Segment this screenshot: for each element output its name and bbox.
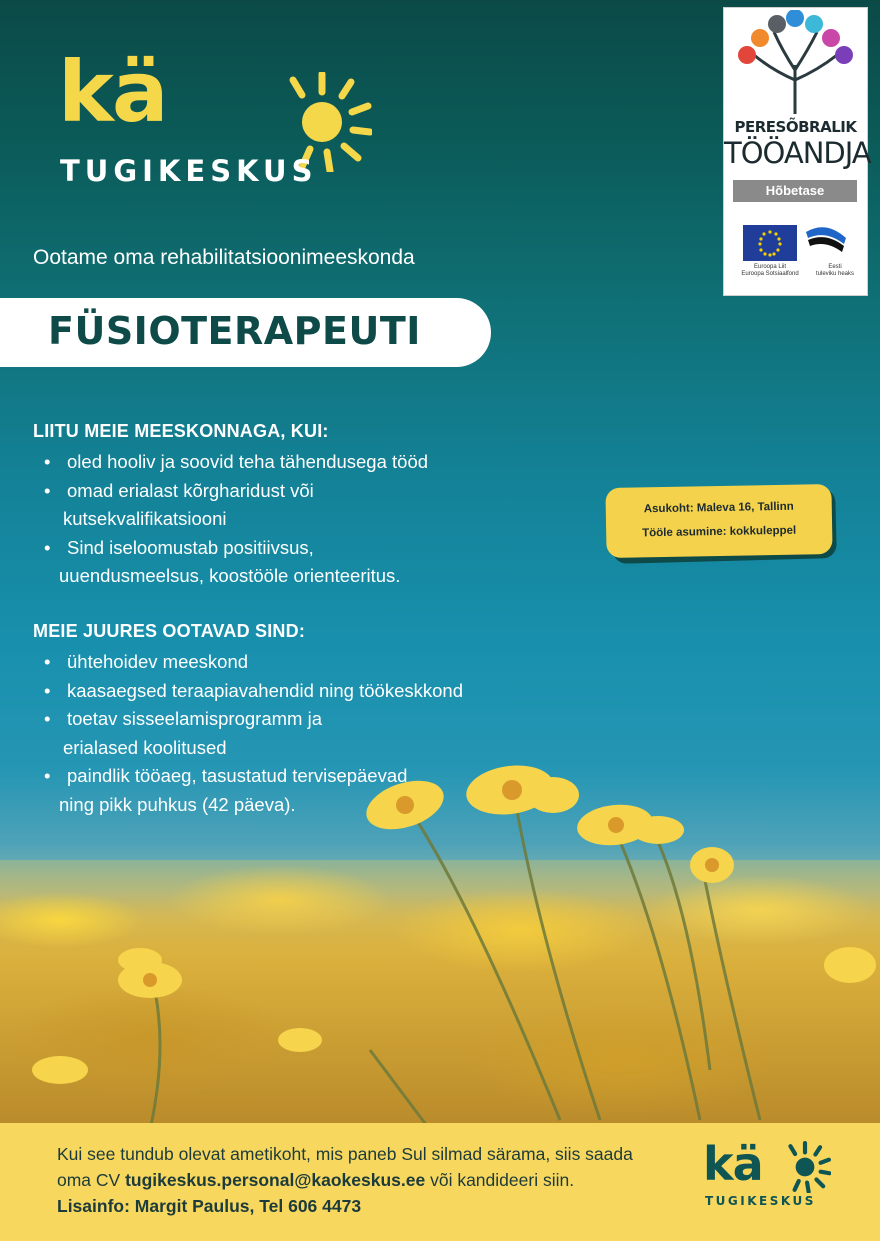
requirements-heading: LIITU MEIE MEESKONNAGA, KUI: bbox=[33, 421, 329, 441]
benefits-list bbox=[33, 648, 463, 819]
kao-tugikeskus-logo bbox=[58, 36, 348, 196]
requirements-list bbox=[33, 448, 428, 591]
list-item: • oled hooliv ja soovid teha tähendusega tööd bbox=[33, 448, 428, 477]
estonia-mark-icon bbox=[804, 222, 848, 262]
list-item: • Sind iseloomustab positiivsus, uuendusmeelsus, koostööle orienteeritus. bbox=[33, 534, 428, 591]
page-title: FÜSIOTERAPEUTI bbox=[48, 309, 421, 353]
list-item: • toetav sisseelamisprogramm ja erialased koolitused bbox=[33, 705, 463, 762]
footer-logo-subtitle: TUGIKESKUS bbox=[705, 1194, 816, 1208]
footer-text: Kui see tundub olevat ametikoht, mis paneb Sul silmad särama, siis saada oma CV tugikeskus.personal@kaokeskus.ee või kandideeri siin. Lisainfo: Margit Paulus, Tel 606 4473 bbox=[57, 1144, 633, 1216]
location-text: Asukoht: Maleva 16, Tallinn bbox=[643, 500, 794, 516]
family-friendly-employer-badge bbox=[723, 7, 871, 296]
list-item: • kaasaegsed teraapiavahendid ning töökeskkond bbox=[33, 677, 463, 706]
benefits-section bbox=[33, 621, 463, 819]
list-item: • omad erialast kõrgharidust või kutsekvalifikatsiooni bbox=[33, 477, 428, 534]
badge-tier-label: Hõbetase bbox=[733, 180, 857, 202]
start-date-text: Tööle asumine: kokkuleppel bbox=[642, 524, 797, 540]
list-item: • paindlik tööaeg, tasustatud tervisepäevad ning pikk puhkus (42 päeva). bbox=[33, 762, 463, 819]
sun-icon bbox=[779, 1141, 831, 1193]
eu-caption: Euroopa Liit Euroopa Sotsiaalfond bbox=[741, 264, 799, 277]
benefits-heading: MEIE JUURES OOTAVAD SIND: bbox=[33, 621, 306, 641]
requirements-section bbox=[33, 421, 428, 591]
badge-title-line1: PERESÕBRALIK bbox=[734, 118, 857, 136]
badge-title-line2: TÖÖANDJA bbox=[724, 136, 871, 170]
eu-flag-icon bbox=[743, 225, 797, 261]
logo-subtitle: TUGIKESKUS bbox=[60, 154, 318, 188]
estonia-caption: Eesti tuleviku heaks bbox=[815, 264, 855, 277]
footer-bar bbox=[0, 1123, 880, 1241]
email-link[interactable]: tugikeskus.personal@kaokeskus.ee bbox=[125, 1170, 426, 1190]
title-banner bbox=[0, 298, 491, 367]
intro-text: Ootame oma rehabilitatsioonimeeskonda bbox=[33, 246, 415, 269]
job-info-box bbox=[605, 484, 832, 558]
logo-wordmark: kä bbox=[58, 43, 167, 141]
people-tree-icon bbox=[732, 10, 859, 114]
list-item: • ühtehoidev meeskond bbox=[33, 648, 463, 677]
footer-logo bbox=[703, 1139, 831, 1219]
footer-logo-wordmark: kä bbox=[703, 1137, 763, 1191]
contact-info: Lisainfo: Margit Paulus, Tel 606 4473 bbox=[57, 1196, 362, 1216]
